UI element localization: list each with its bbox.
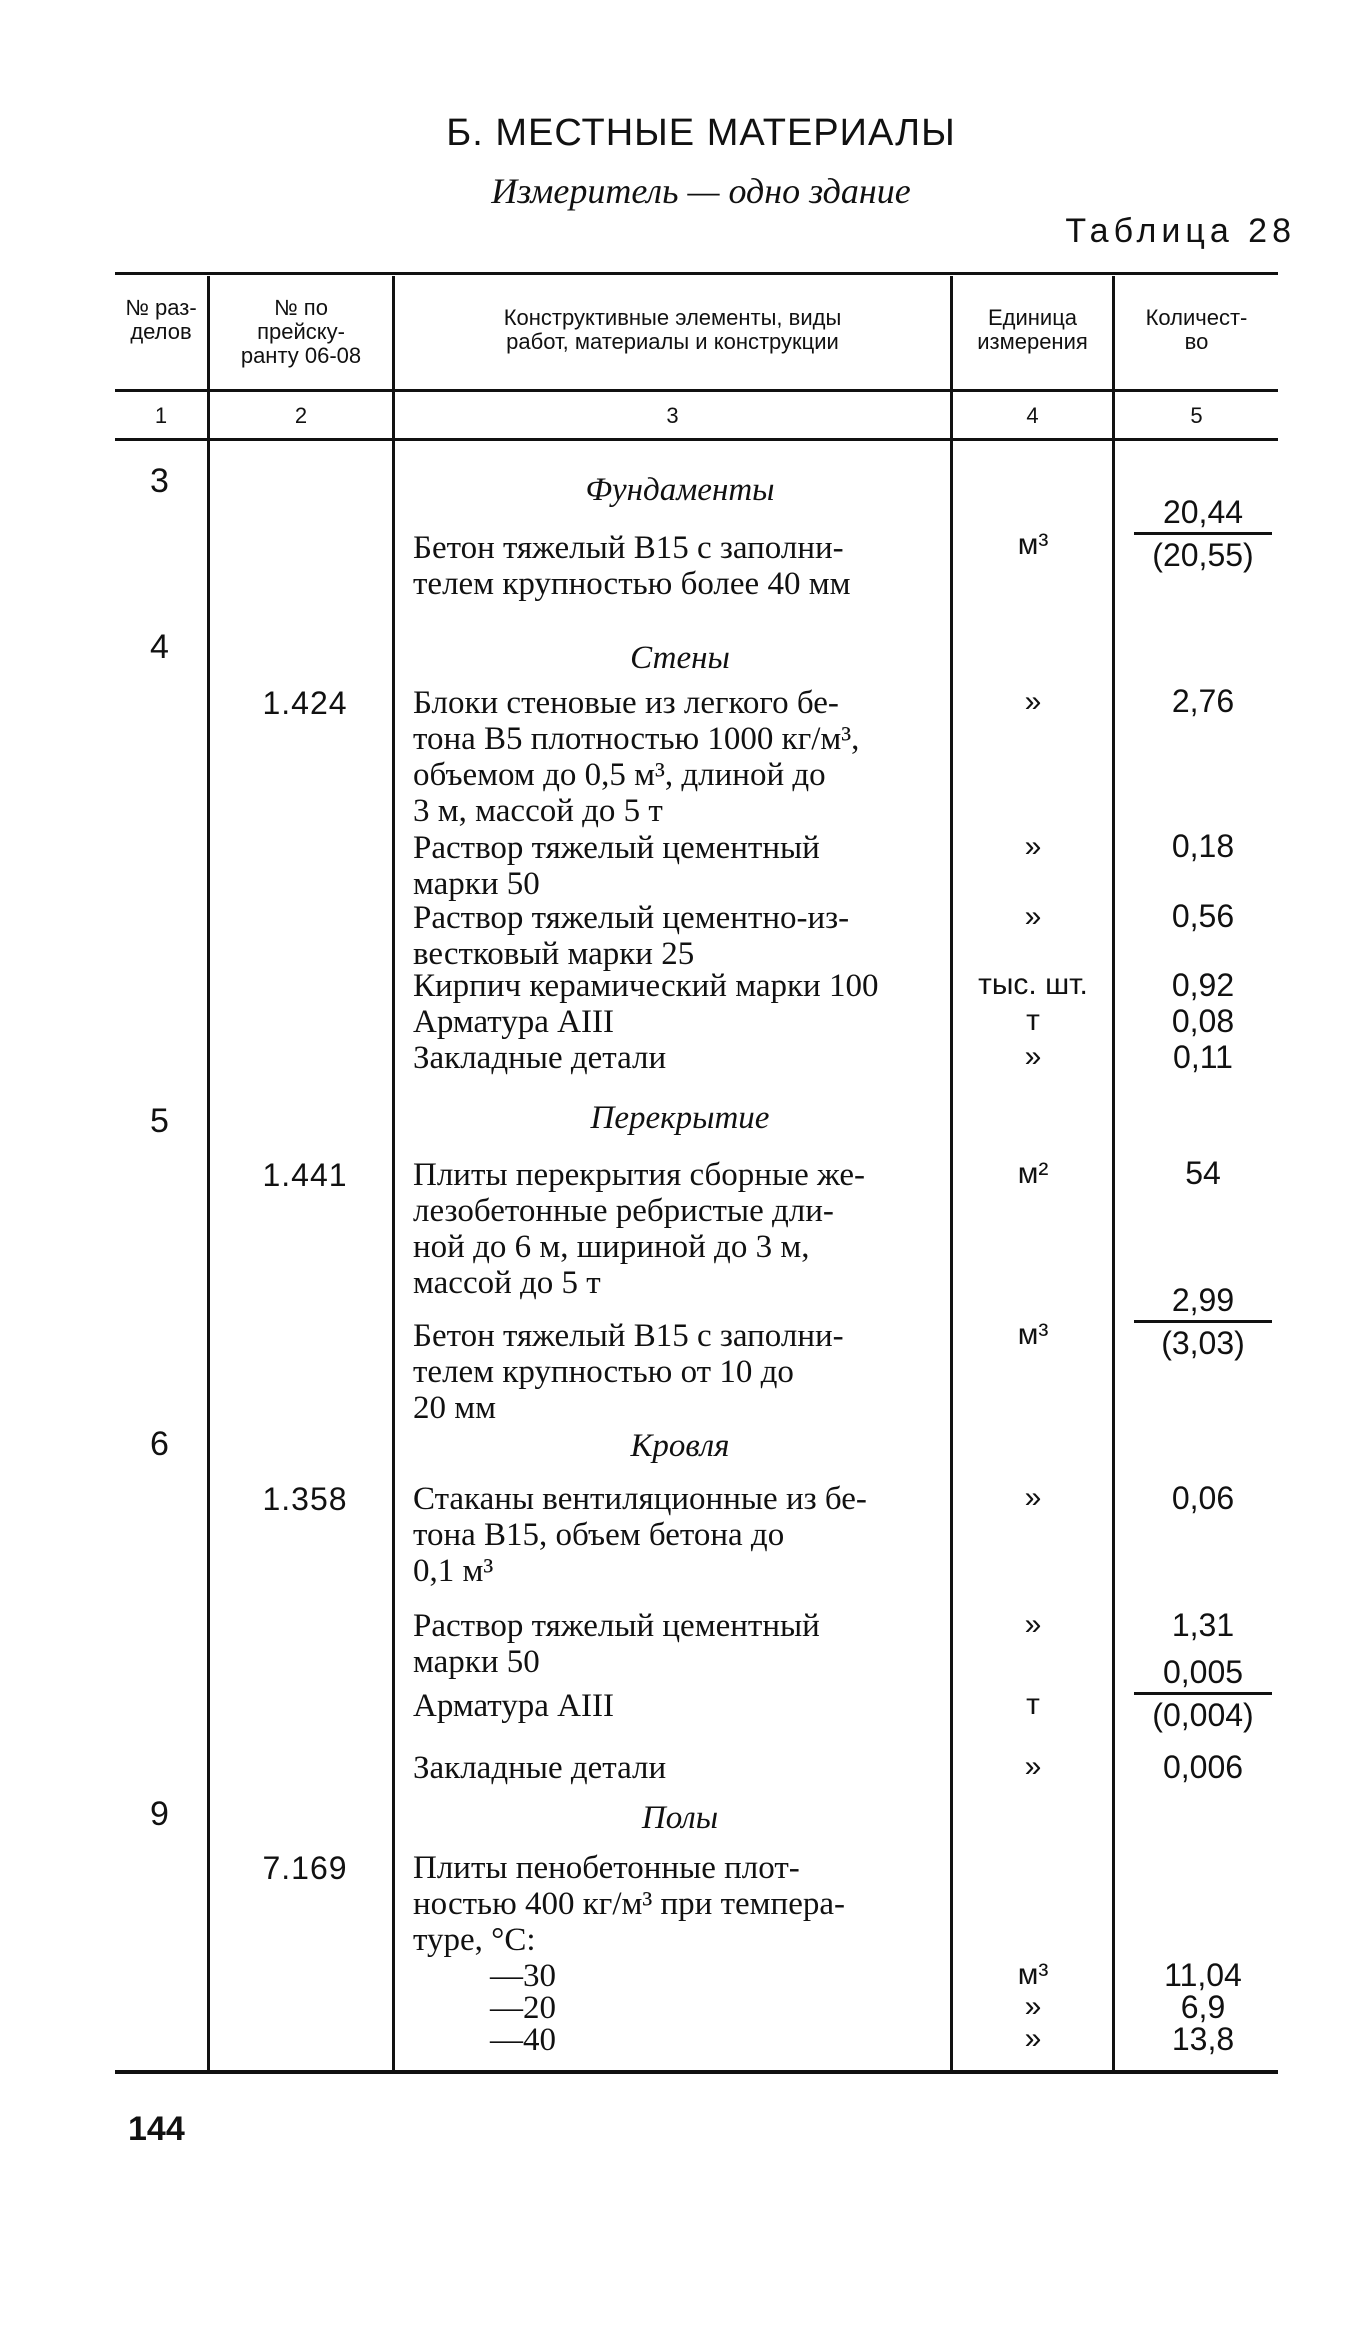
colnum-bottom-rule [115, 438, 1278, 441]
row-quantity: 0,56 [1171, 898, 1235, 934]
row-quantity: 0,92 [1171, 967, 1235, 1003]
price-code: 7.169 [262, 1850, 348, 1886]
row-unit: » [1024, 685, 1042, 718]
group-heading: Полы [641, 1800, 719, 1836]
row-unit: т [1026, 1688, 1040, 1721]
section-number: 3 [150, 462, 169, 500]
row-quantity: 0,06 [1171, 1480, 1235, 1516]
row-quantity: 13,8 [1171, 2021, 1235, 2057]
quantity-value: 2,99 [1134, 1280, 1272, 1323]
col-divider-2 [392, 276, 395, 2070]
col-divider-4 [1112, 276, 1115, 2070]
row-unit: » [1024, 1750, 1042, 1783]
table-bottom-rule [115, 2070, 1278, 2074]
section-title: Б. МЕСТНЫЕ МАТЕРИАЛЫ [446, 112, 956, 154]
column-number-3: 3 [666, 403, 679, 428]
price-code: 1.441 [262, 1157, 348, 1193]
section-number: 6 [150, 1425, 169, 1463]
quantity-alt-value: (0,004) [1152, 1697, 1254, 1733]
row-unit: м² [1017, 1157, 1049, 1190]
row-unit: » [1024, 900, 1042, 933]
row-description: Закладные детали [413, 1750, 667, 1786]
group-heading: Стены [630, 640, 730, 676]
row-unit: тыс. шт. [978, 968, 1088, 1001]
row-quantity-fraction [1128, 492, 1278, 575]
quantity-alt-value: (20,55) [1152, 537, 1254, 573]
column-number-2: 2 [294, 403, 308, 428]
row-quantity-fraction [1128, 1652, 1278, 1735]
measure-subtitle: Измеритель — одно здание [491, 171, 911, 211]
col-divider-1 [207, 276, 210, 2070]
column-number-1: 1 [154, 403, 168, 428]
row-unit: м³ [1017, 528, 1049, 561]
group-heading: Перекрытие [590, 1100, 770, 1136]
column-header-unit: Единица измерения [977, 305, 1088, 354]
row-description: Блоки стеновые из легкого бе- тона В5 плотностью 1000 кг/м³, объемом до 0,5 м³, длиной до 3 м, массой до 5 т [413, 685, 860, 829]
price-code: 1.424 [262, 685, 348, 721]
quantity-alt-value: (3,03) [1161, 1325, 1245, 1361]
row-unit: » [1024, 1481, 1042, 1514]
group-heading: Фундаменты [585, 472, 775, 508]
column-number-4: 4 [1026, 403, 1039, 428]
section-number: 5 [150, 1102, 169, 1140]
column-number-5: 5 [1190, 403, 1203, 428]
page-number: 144 [128, 2110, 185, 2148]
quantity-value: 20,44 [1134, 492, 1272, 535]
column-header-price-code: № по прейску- ранту 06-08 [240, 295, 362, 368]
row-quantity: 0,08 [1171, 1003, 1235, 1039]
price-code: 1.358 [262, 1481, 348, 1517]
row-quantity: 0,006 [1162, 1749, 1244, 1785]
section-number: 9 [150, 1795, 169, 1833]
row-unit: » [1024, 1040, 1042, 1073]
quantity-value: 0,005 [1134, 1652, 1272, 1695]
row-description: —30 [490, 1958, 556, 1994]
row-quantity: 54 [1185, 1155, 1221, 1191]
header-bottom-rule [115, 389, 1278, 392]
table-label: Таблица 28 [1065, 212, 1296, 250]
row-quantity-fraction [1128, 1280, 1278, 1363]
row-description: Арматура AIII [413, 1004, 614, 1040]
column-header-section: № раз- делов [125, 295, 197, 344]
row-quantity: 6,9 [1180, 1989, 1226, 2025]
table-top-rule [115, 272, 1278, 275]
row-quantity: 11,04 [1164, 1957, 1242, 1993]
row-description: Раствор тяжелый цементно-из- вестковый марки 25 [413, 900, 850, 972]
row-description: Бетон тяжелый В15 с заполни- телем крупностью от 10 до 20 мм [413, 1318, 844, 1426]
row-description: Закладные детали [413, 1040, 667, 1076]
row-quantity: 2,76 [1171, 683, 1235, 719]
row-description: Раствор тяжелый цементный марки 50 [413, 1608, 820, 1680]
row-description: Стаканы вентиляционные из бе- тона В15, объем бетона до 0,1 м³ [413, 1481, 867, 1589]
row-description: —40 [490, 2022, 556, 2058]
row-description: Раствор тяжелый цементный марки 50 [413, 830, 820, 902]
group-heading: Кровля [630, 1428, 730, 1464]
row-description: Плиты перекрытия сборные же- лезобетонные ребристые дли- ной до 6 м, шириной до 3 м, массой до 5 т [413, 1157, 866, 1301]
row-unit: т [1026, 1004, 1040, 1037]
row-quantity: 1,31 [1171, 1607, 1235, 1643]
row-unit: » [1024, 1608, 1042, 1641]
row-description: Плиты пенобетонные плот- ностью 400 кг/м³ при темпера- туре, °С: [413, 1850, 845, 1958]
column-header-elements: Конструктивные элементы, виды работ, материалы и конструкции [503, 305, 842, 354]
row-unit: » [1024, 1990, 1042, 2023]
column-header-quantity: Количест- во [1145, 305, 1248, 354]
section-number: 4 [150, 628, 169, 666]
row-description: —20 [490, 1990, 556, 2026]
row-quantity: 0,18 [1171, 828, 1235, 864]
row-unit: » [1024, 2022, 1042, 2055]
row-unit: » [1024, 830, 1042, 863]
row-unit: м³ [1017, 1958, 1049, 1991]
row-description: Кирпич керамический марки 100 [413, 968, 879, 1004]
row-quantity: 0,11 [1173, 1039, 1233, 1075]
row-description: Бетон тяжелый В15 с заполни- телем крупностью более 40 мм [413, 530, 851, 602]
row-description: Арматура AIII [413, 1688, 614, 1724]
row-unit: м³ [1017, 1318, 1049, 1351]
